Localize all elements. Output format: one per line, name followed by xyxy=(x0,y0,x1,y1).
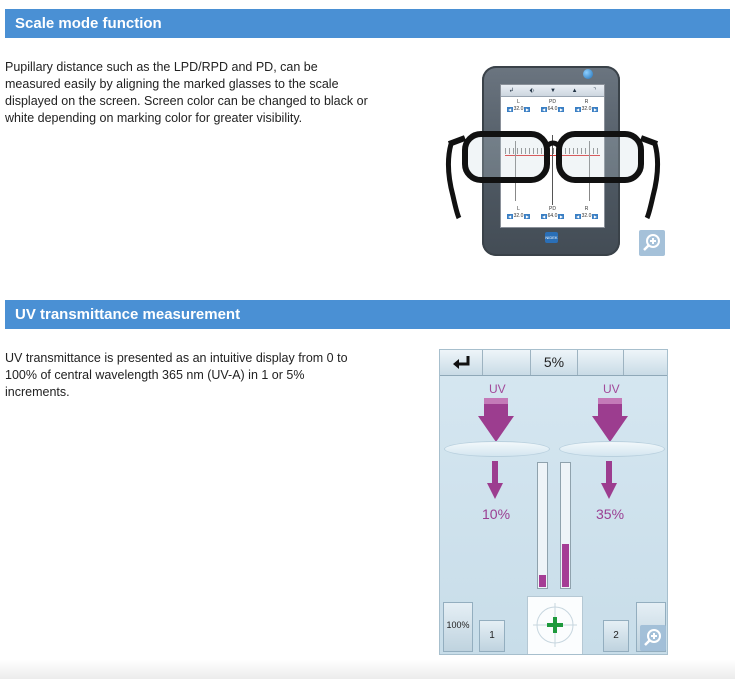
camera-icon xyxy=(583,69,593,79)
transmittance-left-value: 10% xyxy=(482,506,511,522)
center-target-button[interactable] xyxy=(527,596,583,655)
right-label: R xyxy=(584,99,589,105)
return-arrow-icon xyxy=(452,355,472,371)
crosshair-plus-icon xyxy=(528,597,582,655)
transmitted-arrow-left-icon xyxy=(487,461,503,499)
pd-label: PD xyxy=(549,99,556,105)
uv-label-right: UV xyxy=(603,382,620,396)
button-lens-1[interactable]: 1 xyxy=(479,620,505,652)
uv-toolbar xyxy=(440,350,667,376)
glasses-image xyxy=(443,126,663,226)
zoom-in-button[interactable] xyxy=(640,625,666,651)
left-value: 32.0 xyxy=(513,106,524,112)
transmittance-bar-right-fill xyxy=(562,544,569,587)
section-title-scale-mode: Scale mode function xyxy=(5,9,730,38)
device-bottom-values: L ◀ 32.0 ▶ PD ◀ 64.0 ▶ R ◀ 32.0 ▶ xyxy=(503,206,602,219)
back-button[interactable] xyxy=(440,350,483,375)
left-value: 32.0 xyxy=(513,213,524,219)
transmittance-right-value: 35% xyxy=(596,506,625,522)
right-value: 32.0 xyxy=(581,213,592,219)
step-value[interactable]: 5% xyxy=(531,350,578,375)
tilt-icon: ⬖ xyxy=(529,88,535,94)
transmittance-bar-right xyxy=(560,462,571,589)
lens-left xyxy=(444,441,550,457)
left-label: L xyxy=(517,206,520,212)
device-screen-toolbar xyxy=(501,85,604,97)
section-title-uv-transmittance: UV transmittance measurement xyxy=(5,300,730,329)
corner-icon: ⌝ xyxy=(593,88,597,94)
page-footer-fade xyxy=(0,660,735,679)
pd-label: PD xyxy=(549,206,556,212)
transmittance-bar-left-fill xyxy=(539,575,546,587)
uv-transmittance-description: UV transmittance is presented as an intuitive display from 0 to 100% of central wavelength 365 nm (UV-A) in 1 or 5% increments. xyxy=(5,351,348,399)
button-100-percent[interactable]: 100% xyxy=(443,602,473,652)
pd-value: 64.0 xyxy=(547,213,558,219)
zoom-in-icon xyxy=(642,233,662,253)
right-label: R xyxy=(584,206,589,212)
right-value: 32.0 xyxy=(581,106,592,112)
transmitted-arrow-right-icon xyxy=(601,461,617,499)
uv-arrow-right-icon xyxy=(592,398,628,442)
button-lens-2[interactable]: 2 xyxy=(603,620,629,652)
triangle-up-icon: ▲ xyxy=(571,87,578,94)
return-arrow-icon: ↲ xyxy=(508,88,514,94)
pd-value: 64.0 xyxy=(547,106,558,112)
device-top-values: L ◀ 32.0 ▶ PD ◀ 64.0 ▶ R ◀ 32.0 ▶ xyxy=(503,99,602,112)
uv-arrow-left-icon xyxy=(478,398,514,442)
uv-label-left: UV xyxy=(489,382,506,396)
scale-mode-description: Pupillary distance such as the LPD/RPD and PD, can be measured easily by aligning the marked glasses to the scale displayed on the screen. Screen color can be changed to black or white depending on marking color for greater visibility. xyxy=(5,60,368,125)
zoom-in-button[interactable] xyxy=(639,230,665,256)
zoom-in-icon xyxy=(643,628,663,648)
transmittance-bar-left xyxy=(537,462,548,589)
nidek-logo: NIDEK xyxy=(545,232,558,243)
left-label: L xyxy=(517,99,520,105)
uv-transmittance-screen xyxy=(439,349,668,655)
lens-right xyxy=(559,441,665,457)
triangle-down-icon: ▼ xyxy=(549,87,556,94)
